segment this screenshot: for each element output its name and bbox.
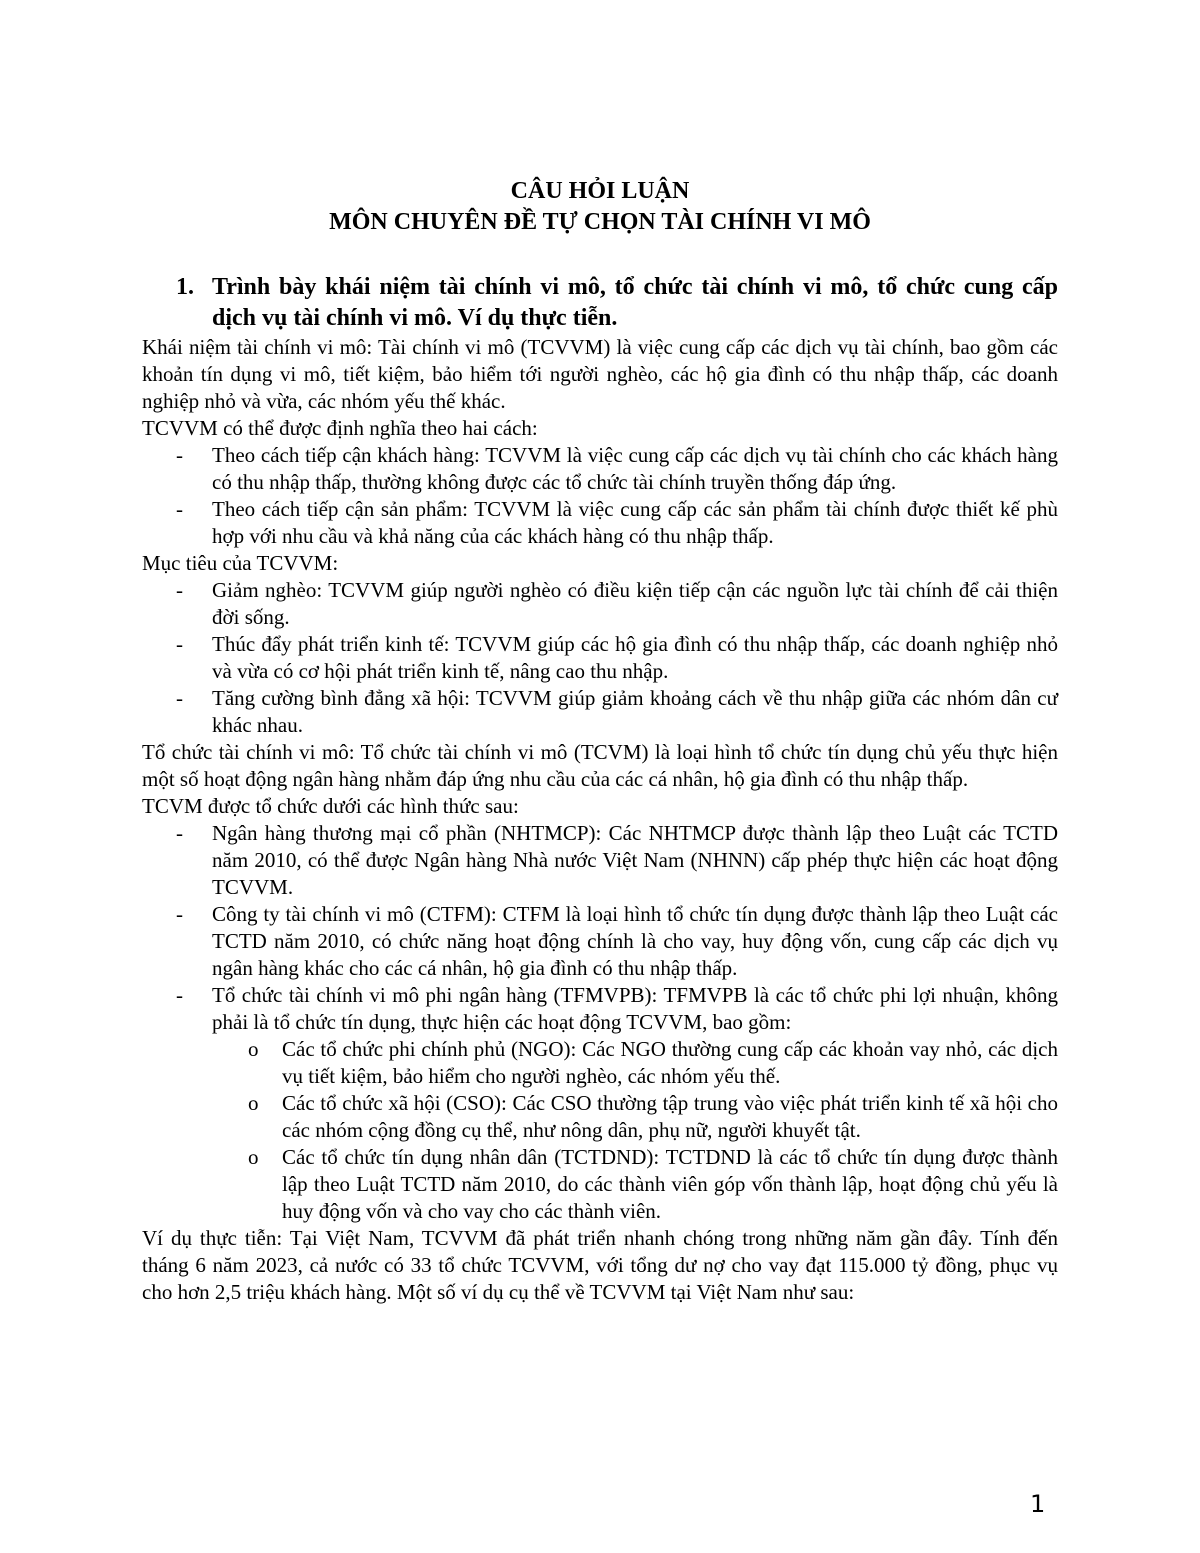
title-line-1: CÂU HỎI LUẬN <box>510 178 690 204</box>
question-number: 1. <box>176 274 194 300</box>
sub-list-item <box>142 1036 1058 1090</box>
list-item-text: Ngân hàng thương mại cổ phần (NHTMCP): Các NHTMCP được thành lập theo Luật các TCTD năm 2010, có thể được Ngân hàng Nhà nước Việt Nam (NHNN) cấp phép thực hiện các hoạt động TCVVM. <box>212 821 1058 899</box>
paragraph-goals: Mục tiêu của TCVVM: <box>142 551 339 575</box>
page-number: 1 <box>1030 1490 1046 1518</box>
list-item <box>142 577 1058 631</box>
dash-bullet: - <box>176 902 183 926</box>
title-block <box>0 176 1200 238</box>
dash-bullet: - <box>176 578 183 602</box>
list-item-text: Công ty tài chính vi mô (CTFM): CTFM là loại hình tổ chức tín dụng được thành lập theo Luật các TCTD năm 2010, có chức năng hoạt động chính là cho vay, huy động vốn, cung cấp các dịch vụ ngân hàng khác cho các cá nhân, hộ gia đình có thu nhập thấp. <box>212 902 1058 980</box>
dash-bullet: - <box>176 983 183 1007</box>
sub-list-item <box>142 1090 1058 1144</box>
dash-bullet: - <box>176 632 183 656</box>
title-line-2: MÔN CHUYÊN ĐỀ TỰ CHỌN TÀI CHÍNH VI MÔ <box>329 209 871 235</box>
paragraph-example: Ví dụ thực tiễn: Tại Việt Nam, TCVVM đã phát triển nhanh chóng trong những năm gần đây. Tính đến tháng 6 năm 2023, cả nước có 33 tổ chức TCVVM, với tổng dư nợ cho vay đạt 115.000 tỷ đồng, phục vụ cho hơn 2,5 triệu khách hàng. Một số ví dụ cụ thể về TCVVM tại Việt Nam như sau: <box>142 1226 1058 1304</box>
paragraph-two-ways: TCVVM có thể được định nghĩa theo hai cách: <box>142 416 538 440</box>
sub-list-item-text: Các tổ chức tín dụng nhân dân (TCTDND): TCTDND là các tổ chức tín dụng được thành lập theo Luật TCTD năm 2010, do các thành viên góp vốn thành lập, hoạt động chủ yếu là huy động vốn và cho vay cho các thành viên. <box>282 1145 1058 1223</box>
list-item-text: Theo cách tiếp cận khách hàng: TCVVM là việc cung cấp các dịch vụ tài chính cho các khách hàng có thu nhập thấp, thường không được các tổ chức tài chính truyền thống đáp ứng. <box>212 443 1058 494</box>
document-body <box>142 272 1058 1306</box>
circle-bullet: o <box>248 1145 259 1169</box>
list-item <box>142 631 1058 685</box>
list-item-text: Thúc đẩy phát triển kinh tế: TCVVM giúp các hộ gia đình có thu nhập thấp, các doanh nghiệp nhỏ và vừa có cơ hội phát triển kinh tế, nâng cao thu nhập. <box>212 632 1058 683</box>
sub-list-item-text: Các tổ chức phi chính phủ (NGO): Các NGO thường cung cấp các khoản vay nhỏ, các dịch vụ tiết kiệm, bảo hiểm cho người nghèo, các nhóm yếu thế. <box>282 1037 1058 1088</box>
list-item <box>142 982 1058 1036</box>
dash-bullet: - <box>176 821 183 845</box>
list-item <box>142 442 1058 496</box>
paragraph-forms: TCVM được tổ chức dưới các hình thức sau: <box>142 794 519 818</box>
dash-bullet: - <box>176 497 183 521</box>
paragraph-definition: Khái niệm tài chính vi mô: Tài chính vi mô (TCVVM) là việc cung cấp các dịch vụ tài chính, bao gồm các khoản tín dụng vi mô, tiết kiệm, bảo hiểm tới người nghèo, các hộ gia đình có thu nhập thấp, các doanh nghiệp nhỏ và vừa, các nhóm yếu thế khác. <box>142 335 1058 413</box>
list-item <box>142 685 1058 739</box>
sub-list-item <box>142 1144 1058 1225</box>
dash-bullet: - <box>176 686 183 710</box>
list-item-text: Tổ chức tài chính vi mô phi ngân hàng (TFMVPB): TFMVPB là các tổ chức phi lợi nhuận, không phải là tổ chức tín dụng, thực hiện các hoạt động TCVVM, bao gồm: <box>212 983 1058 1034</box>
list-item <box>142 496 1058 550</box>
circle-bullet: o <box>248 1037 259 1061</box>
list-item <box>142 820 1058 901</box>
list-item-text: Giảm nghèo: TCVVM giúp người nghèo có điều kiện tiếp cận các nguồn lực tài chính để cải thiện đời sống. <box>212 578 1058 629</box>
dash-bullet: - <box>176 443 183 467</box>
sub-list-item-text: Các tổ chức xã hội (CSO): Các CSO thường tập trung vào việc phát triển kinh tế xã hội cho các nhóm cộng đồng cụ thể, như nông dân, phụ nữ, người khuyết tật. <box>282 1091 1058 1142</box>
circle-bullet: o <box>248 1091 259 1115</box>
question-heading <box>142 272 1058 334</box>
paragraph-organization: Tổ chức tài chính vi mô: Tổ chức tài chính vi mô (TCVM) là loại hình tổ chức tín dụng chủ yếu thực hiện một số hoạt động ngân hàng nhằm đáp ứng nhu cầu của các cá nhân, hộ gia đình có thu nhập thấp. <box>142 740 1058 791</box>
question-text: Trình bày khái niệm tài chính vi mô, tổ chức tài chính vi mô, tổ chức cung cấp dịch vụ tài chính vi mô. Ví dụ thực tiễn. <box>212 274 1058 331</box>
list-item-text: Tăng cường bình đẳng xã hội: TCVVM giúp giảm khoảng cách về thu nhập giữa các nhóm dân cư khác nhau. <box>212 686 1058 737</box>
list-item-text: Theo cách tiếp cận sản phẩm: TCVVM là việc cung cấp các sản phẩm tài chính được thiết kế phù hợp với nhu cầu và khả năng của các khách hàng có thu nhập thấp. <box>212 497 1058 548</box>
list-item <box>142 901 1058 982</box>
